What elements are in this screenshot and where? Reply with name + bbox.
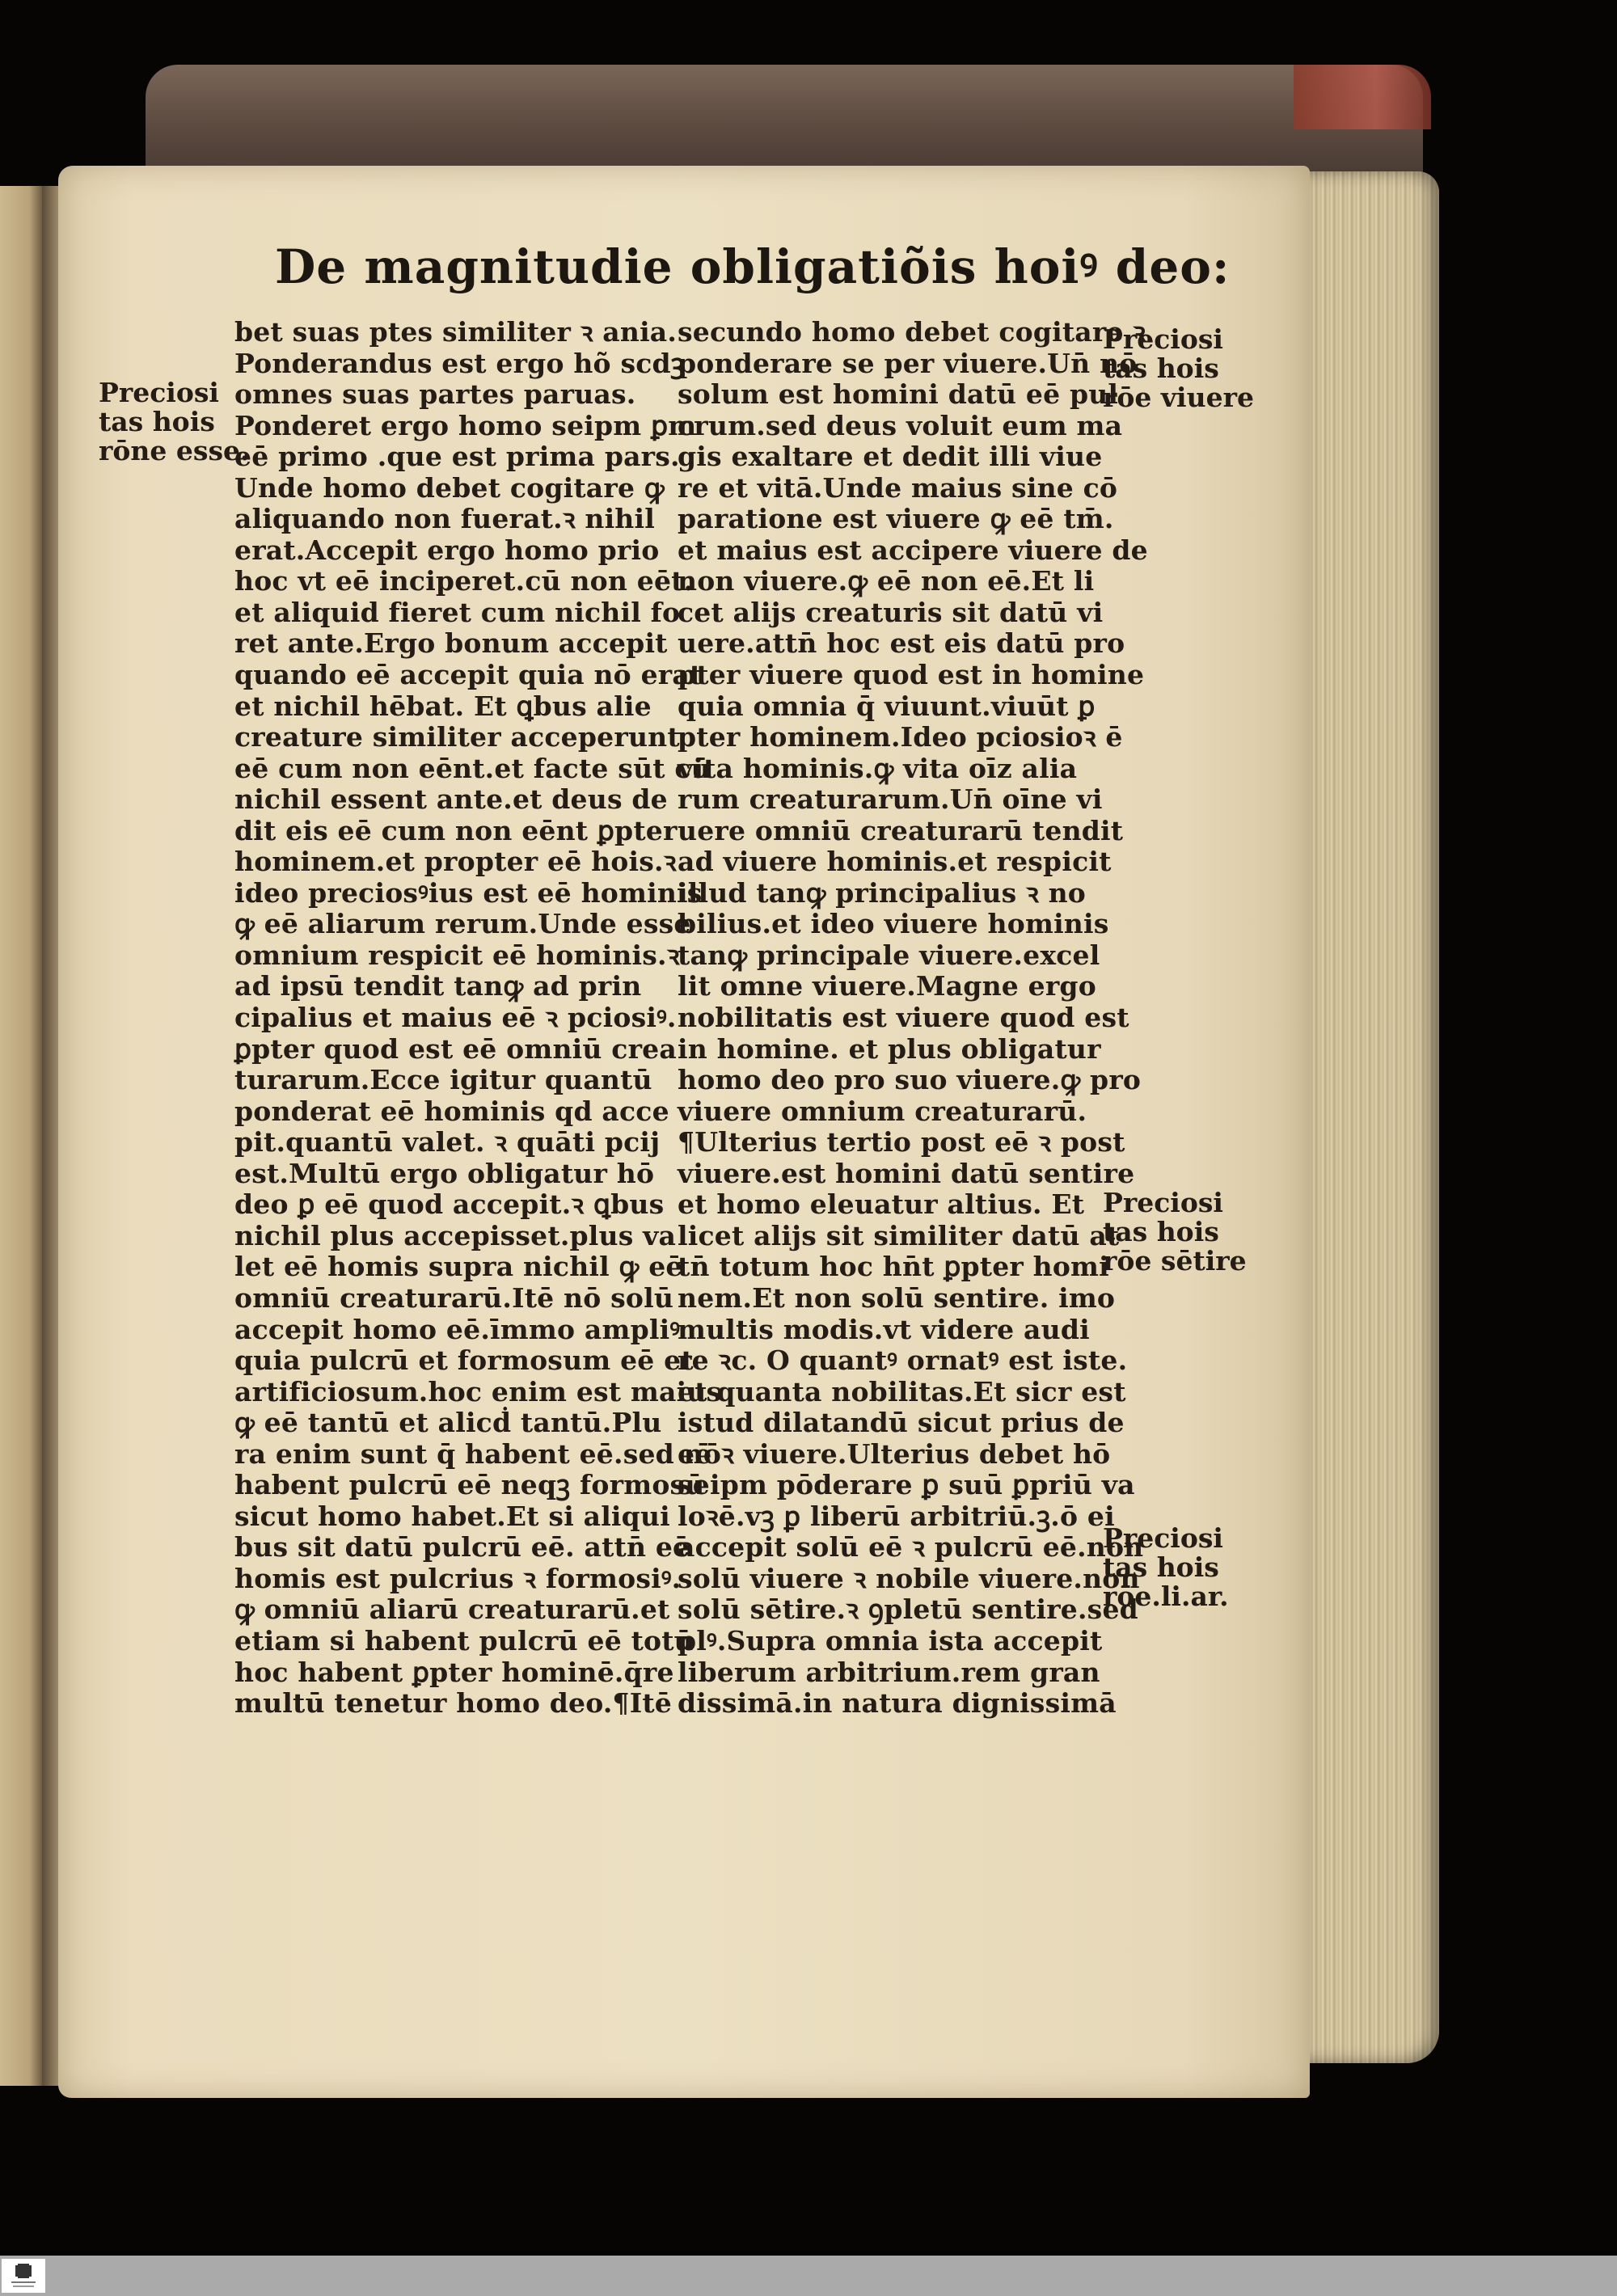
- text-column-left: [234, 316, 722, 1720]
- text-line: eē primo .que est prima pars.: [234, 441, 680, 473]
- marginal-line: rōne esse.: [99, 435, 250, 466]
- text-line: gis exaltare et dedit illi viue: [678, 441, 1103, 473]
- text-line: ꝙ eē tantū et alicḋ tantū.Plu: [234, 1407, 662, 1439]
- text-line: let eē homis supra nichil ꝙ eē: [234, 1251, 683, 1283]
- text-line: deo ꝑ eē quod accepit.ꝛ ꝗbus: [234, 1188, 665, 1221]
- text-line: ꝑpter quod est eē omniū crea: [234, 1032, 677, 1065]
- text-line: hoc habent ꝑpter hominē.q̄re: [234, 1656, 674, 1688]
- text-line: viuere omnium creaturarū.: [678, 1095, 1087, 1127]
- text-line: aliquando non fuerat.ꝛ nihil: [234, 503, 655, 535]
- marginal-line: Preciosi: [1103, 1187, 1223, 1218]
- text-line: ꝙ omniū aliarū creaturarū.et: [234, 1593, 670, 1626]
- text-line: sicut homo habet.Et si aliqui: [234, 1500, 670, 1532]
- text-line: in homine. et plus obligatur: [678, 1032, 1101, 1065]
- text-line: viuere.est homini datū sentire: [678, 1157, 1135, 1189]
- text-line: bus sit datū pulcrū eē. attn̄ eē: [234, 1531, 690, 1564]
- text-line: et aliquid fieret cum nichil fo: [234, 596, 681, 628]
- text-line: pter viuere quod est in homine: [678, 659, 1145, 691]
- text-line: artificiosum.hoc enim est maius: [234, 1375, 722, 1408]
- text-line: eē cum non eēnt.et facte sūt cū: [234, 752, 711, 784]
- text-line: non viuere.ꝙ eē non eē.Et li: [678, 565, 1095, 597]
- text-line: tanꝙ principale viuere.excel: [678, 939, 1100, 971]
- marginal-line: tas hois: [1103, 352, 1219, 384]
- text-line: et nichil hēbat. Et ꝗbus alie: [234, 690, 652, 722]
- marginal-line: tas hois: [1103, 1216, 1219, 1247]
- viewer-footer-bar: [0, 2256, 1617, 2296]
- text-line: ad ipsū tendit tanꝙ ad prin: [234, 970, 642, 1002]
- text-line: nichil plus accepisset.plus va: [234, 1219, 677, 1251]
- text-line: licet alijs sit similiter datū at: [678, 1219, 1120, 1251]
- text-line: ret ante.Ergo bonum accepit: [234, 627, 668, 660]
- marginal-line: Preciosi: [1103, 323, 1223, 355]
- text-line: et maius est accipere viuere de: [678, 534, 1148, 566]
- text-line: solū viuere ꝛ nobile viuere.non: [678, 1562, 1140, 1594]
- text-line: plꝰ.Supra omnia ista accepit: [678, 1624, 1103, 1657]
- text-line: dit eis eē cum non eēnt ꝑpter: [234, 814, 678, 846]
- text-line: liberum arbitrium.rem gran: [678, 1656, 1100, 1688]
- text-line: solum est homini datū eē pul: [678, 378, 1119, 411]
- marginal-line: tas hois: [99, 406, 215, 437]
- marginal-note-left: [99, 377, 250, 466]
- text-line: lit omne viuere.Magne ergo: [678, 970, 1096, 1002]
- text-line: ideo preciosꝰius est eē hominis: [234, 876, 703, 909]
- text-line: accepit solū eē ꝛ pulcrū eē.non: [678, 1531, 1144, 1564]
- text-line: quia pulcrū et formosum eē et: [234, 1344, 694, 1377]
- marginal-line: Preciosi: [99, 377, 219, 408]
- text-line: pter hominem.Ideo pciosioꝛ ē: [678, 721, 1123, 753]
- text-line: nobilitatis est viuere quod est: [678, 1002, 1129, 1034]
- text-line: omnium respicit eē hominis.ꝛ: [234, 939, 680, 971]
- text-line: hominem.et propter eē hois.ꝛ: [234, 846, 677, 878]
- text-line: homis est pulcrius ꝛ formosiꝰ.: [234, 1562, 682, 1594]
- text-line: erat.Accepit ergo homo prio: [234, 534, 660, 566]
- text-line: Unde homo debet cogitare ꝙ: [234, 471, 665, 504]
- text-line: loꝛē.vꝫ ꝑ liberū arbitriū.ꝫ.ō ei: [678, 1500, 1115, 1532]
- text-line: secundo homo debet cogitare ꝛ: [678, 316, 1146, 348]
- text-line: et homo eleuatur altius. Et: [678, 1188, 1085, 1221]
- text-line: ponderat eē hominis qd acce: [234, 1095, 669, 1127]
- text-line: quando eē accepit quia nō erat: [234, 659, 703, 691]
- text-line: uere omniū creaturarū tendit: [678, 814, 1124, 846]
- text-line: multis modis.vt videre audi: [678, 1313, 1090, 1345]
- page-stack-edges: [1310, 171, 1439, 2063]
- text-line: homo deo pro suo viuere.ꝙ pro: [678, 1064, 1142, 1096]
- library-logo-icon: [2, 2259, 45, 2293]
- text-line: ra enim sunt q̄ habent eē.sed nō: [234, 1437, 722, 1470]
- text-line: eē ꝛ viuere.Ulterius debet hō: [678, 1437, 1111, 1470]
- marginal-line: rōe sētire: [1103, 1245, 1247, 1277]
- text-line: Ponderandus est ergo hõ scdꝫ: [234, 347, 685, 379]
- marginal-line: rōe viuere: [1103, 382, 1254, 413]
- text-line: nem.Et non solū sentire. imo: [678, 1281, 1116, 1314]
- text-line: paratione est viuere ꝙ eē tm̄.: [678, 503, 1114, 535]
- text-line: turarum.Ecce igitur quantū: [234, 1064, 652, 1096]
- marginal-line: rōe.li.ar.: [1103, 1581, 1229, 1612]
- marginal-note-right-2: [1103, 1187, 1247, 1277]
- text-line: omnes suas partes paruas.: [234, 378, 636, 411]
- marginal-note-right-3: [1103, 1524, 1240, 1611]
- text-column-right: [678, 316, 1148, 1720]
- text-line: tn̄ totum hoc hn̄t ꝑpter homi: [678, 1251, 1109, 1283]
- text-line: re ꝛc. O quantꝰ ornatꝰ est iste.: [678, 1344, 1128, 1377]
- marginal-line: tas hois: [1103, 1551, 1219, 1583]
- text-line: vita hominis.ꝙ vita oīz alia: [678, 752, 1078, 784]
- text-line: Ponderet ergo homo seipm ꝑm: [234, 409, 697, 441]
- text-line: istud dilatandū sicut prius de: [678, 1407, 1125, 1439]
- marginal-note-right-1: [1103, 323, 1254, 413]
- text-line: hoc vt eē inciperet.cū non eēt.: [234, 565, 694, 597]
- text-line: bilius.et ideo viuere hominis: [678, 908, 1109, 940]
- text-line: pit.quantū valet. ꝛ quāti pcij: [234, 1126, 661, 1159]
- facing-page-edge: [0, 186, 42, 2086]
- text-line: etiam si habent pulcrū eē totū: [234, 1624, 694, 1657]
- text-line: creature similiter acceperunt: [234, 721, 680, 753]
- text-line: cipalius et maius eē ꝛ pciosiꝰ.: [234, 1002, 677, 1034]
- text-line: rum creaturarum.Un̄ oīne vi: [678, 783, 1103, 816]
- text-line: cet alijs creaturis sit datū vi: [678, 596, 1104, 628]
- text-line: nichil essent ante.et deus de: [234, 783, 668, 816]
- text-line: ¶Ulterius tertio post eē ꝛ post: [678, 1126, 1125, 1159]
- text-line: quia omnia q̄ viuunt.viuūt ꝑ: [678, 690, 1096, 722]
- text-line: multū tenetur homo deo.¶Itē: [234, 1687, 672, 1720]
- text-line: ponderare se per viuere.Un̄ nō: [678, 347, 1138, 379]
- text-line: est.Multū ergo obligatur hō: [234, 1157, 655, 1189]
- page-heading: De magnitudie obligatiõis hoiꝰ deo:: [275, 239, 1231, 294]
- text-line: dissimā.in natura dignissimā: [678, 1687, 1117, 1720]
- text-line: crum.sed deus voluit eum ma: [678, 409, 1123, 441]
- book-gutter: [42, 186, 60, 2086]
- text-line: ad viuere hominis.et respicit: [678, 846, 1112, 878]
- text-line: et quanta nobilitas.Et sicr est: [678, 1375, 1126, 1408]
- text-line: solū sētire.ꝛ ꝯpletū sentire.sed: [678, 1593, 1138, 1626]
- text-line: illud tanꝙ principalius ꝛ no: [678, 876, 1086, 909]
- book-cover-corner: [1294, 65, 1431, 129]
- text-line: seipm pōderare ꝑ suū ꝑpriū va: [678, 1469, 1135, 1501]
- text-line: re et vitā.Unde maius sine cō: [678, 471, 1118, 504]
- text-line: accepit homo eē.īmmo ampliꝰ: [234, 1313, 681, 1345]
- text-line: bet suas ptes similiter ꝛ ania.: [234, 316, 678, 348]
- text-line: omniū creaturarū.Itē nō solū: [234, 1281, 674, 1314]
- text-line: ꝙ eē aliarum rerum.Unde esse: [234, 908, 691, 940]
- text-line: uere.attn̄ hoc est eis datū pro: [678, 627, 1125, 660]
- text-line: habent pulcrū eē neqꝫ formosū: [234, 1469, 705, 1501]
- marginal-line: Preciosi: [1103, 1522, 1223, 1554]
